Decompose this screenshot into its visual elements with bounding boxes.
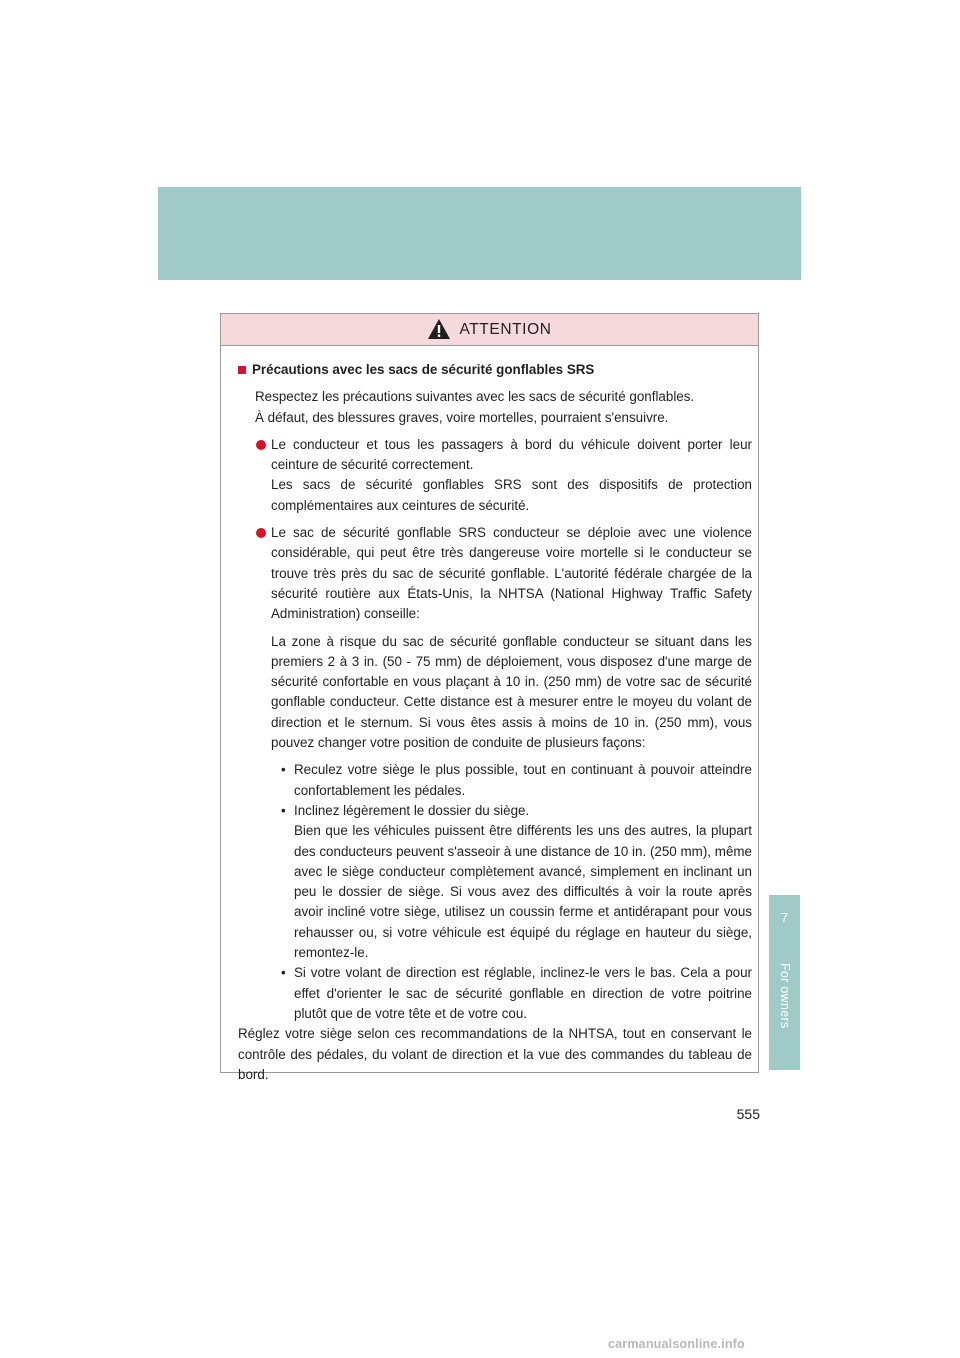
circle-bullet-icon xyxy=(256,440,266,450)
warning-header xyxy=(221,314,758,346)
warning-body xyxy=(221,346,758,1085)
list-item-text: Bien que les véhicules puissent être différents les uns des autres, la plupart des conducteurs peuvent s'asseoir à une distance de 10 in. (250 mm), même avec le siège conducteur complètement avancé, simplement en inclinant un peu le dossier de siège. Si vous avez des difficultés à voir la route après avoir incliné votre siège, utilisez un coussin ferme et antidérapant pour vous rehausser ou, si votre véhicule est équipé du réglage en hauteur du siège, remontez-le. xyxy=(294,823,752,961)
chapter-number: 7 xyxy=(780,910,789,925)
watermark: carmanualsonline.info xyxy=(608,1337,745,1351)
bullet-paragraph: La zone à risque du sac de sécurité gonflable conducteur se situant dans les premiers 2 à 3 in. (50 - 75 mm) de déploiement, vous disposez d'une marge de sécurité confortable en vous plaçant à 10 in. (250 mm) de votre sac de sécurité gonflable conducteur. Cette distance est à mesurer entre le moyeu du volant de direction et le sternum. Si vous êtes assis à moins de 10 in. (250 mm), vous pouvez changer votre position de conduite de plusieurs façons: xyxy=(271,633,752,751)
list-item xyxy=(281,963,752,1024)
warning-title: ATTENTION xyxy=(459,320,552,338)
bullet-paragraph: Le sac de sécurité gonflable SRS conducteur se déploie avec une violence considérable, qui peut être très dangereuse voire mortelle si le conducteur se trouve très près du sac de sécurité gonflable. L'autorité fédérale chargée de la sécurité routière aux États-Unis, la NHTSA (National Highway Traffic Safety Administration) conseille: xyxy=(271,525,752,622)
warning-box xyxy=(220,313,759,1082)
list-bullet-icon: • xyxy=(281,965,286,981)
chapter-tab xyxy=(769,895,800,1070)
list-item xyxy=(281,760,752,801)
bullet-item xyxy=(271,435,752,516)
list-bullet-icon: • xyxy=(281,802,286,818)
intro-line: Respectez les précautions suivantes avec les sacs de sécurité gonflables. xyxy=(255,389,695,405)
intro-text xyxy=(255,387,752,428)
recommendation-list xyxy=(281,760,752,1024)
circle-bullet-icon xyxy=(256,528,266,538)
list-item-text: Inclinez légèrement le dossier du siège. xyxy=(294,802,530,818)
square-bullet-icon xyxy=(238,366,246,374)
intro-line: À défaut, des blessures graves, voire mortelles, pourraient s'ensuivre. xyxy=(255,409,669,425)
header-band xyxy=(158,187,801,280)
list-item xyxy=(281,801,752,963)
bullet-paragraph: Le conducteur et tous les passagers à bord du véhicule doivent porter leur ceinture de sécurité correctement. xyxy=(271,436,752,473)
chapter-label: For owners xyxy=(778,963,792,1029)
bullet-item xyxy=(271,523,752,1024)
page-number: 555 xyxy=(736,1106,760,1122)
warning-triangle-icon xyxy=(427,318,451,340)
list-bullet-icon: • xyxy=(281,762,286,778)
closing-paragraph: Réglez votre siège selon ces recommandations de la NHTSA, tout en conservant le contrôle des pédales, du volant de direction et la vue des commandes du tableau de bord. xyxy=(238,1026,752,1082)
bullet-paragraph: Les sacs de sécurité gonflables SRS sont des dispositifs de protection complémentaires aux ceintures de sécurité. xyxy=(271,477,752,513)
section-heading xyxy=(238,360,752,380)
list-item-text: Si votre volant de direction est réglable, inclinez-le vers le bas. Cela a pour effet d'orienter le sac de sécurité gonflable en direction de votre poitrine plutôt que de votre tête et de votre cou. xyxy=(294,965,752,1021)
list-item-text: Reculez votre siège le plus possible, tout en continuant à pouvoir atteindre confortablement les pédales. xyxy=(294,762,752,798)
section-heading-text: Précautions avec les sacs de sécurité gonflables SRS xyxy=(252,362,595,377)
